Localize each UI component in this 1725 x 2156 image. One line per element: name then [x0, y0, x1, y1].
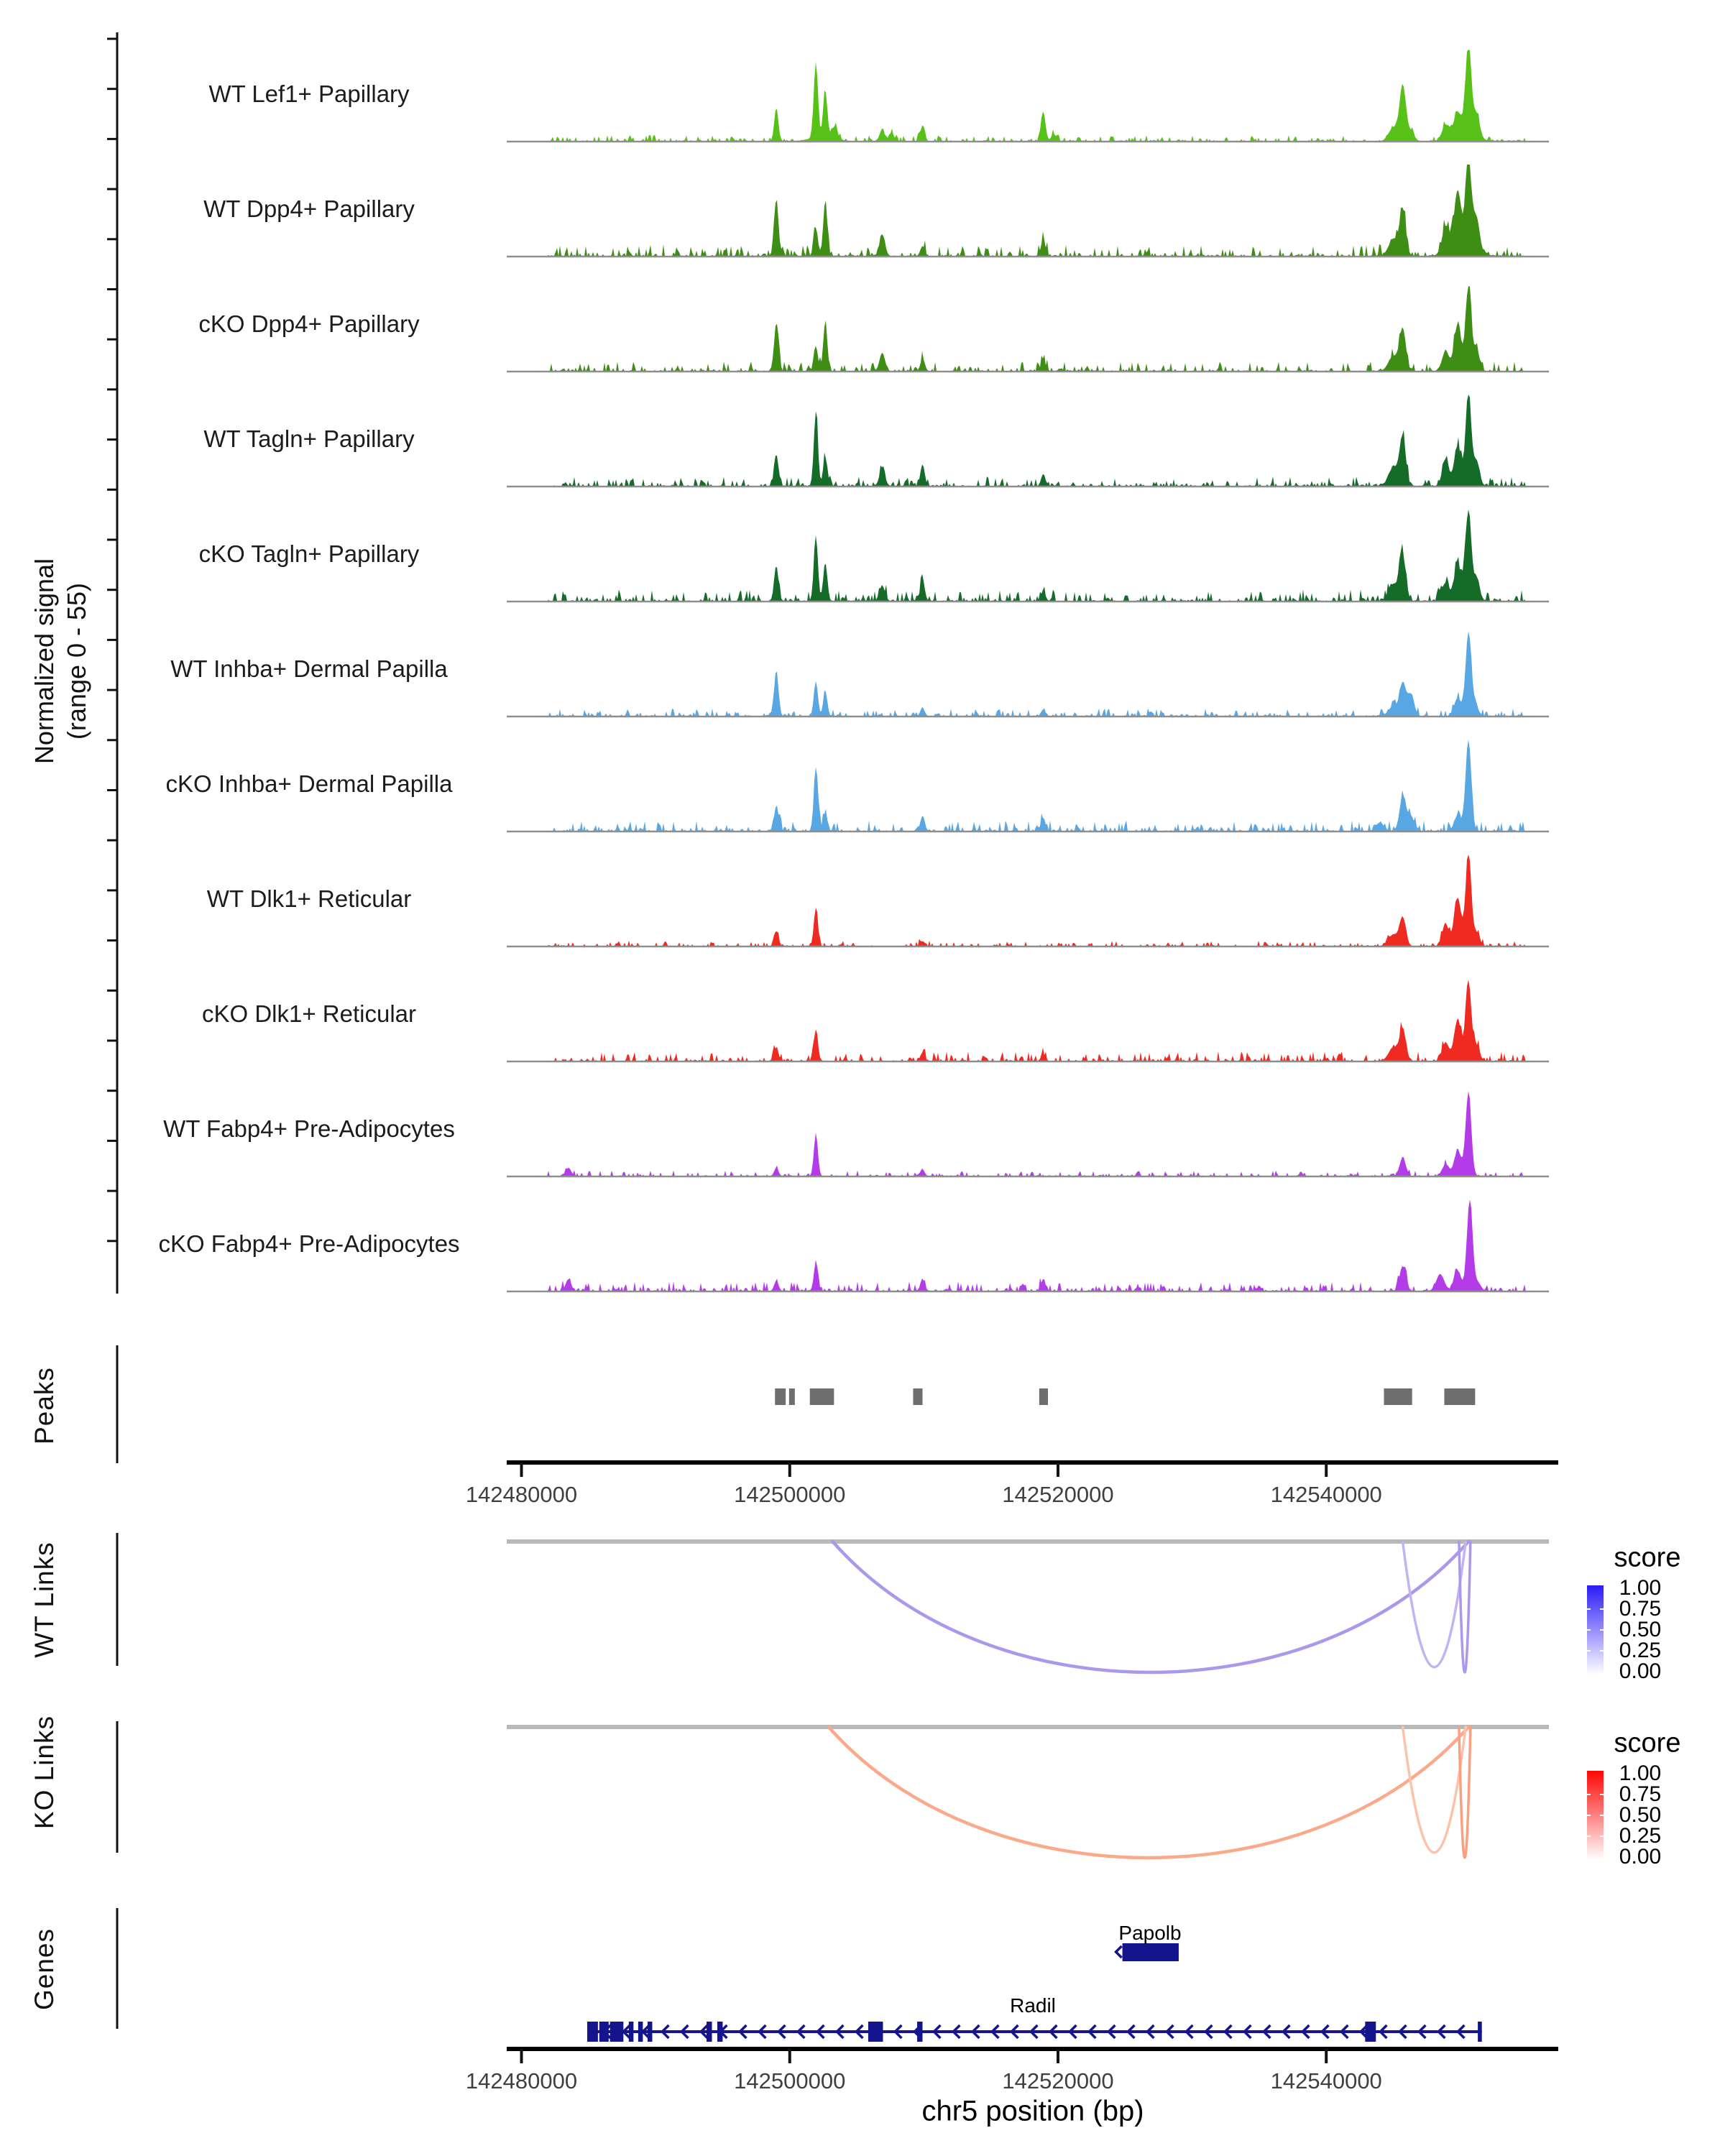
peaks-axis-tick-label-4: 142540000: [1270, 1482, 1382, 1507]
wt-score-tick-0.50: 0.50: [1619, 1618, 1662, 1641]
signal-axis-label-line1: Normalized signal: [29, 558, 59, 765]
track-label-9: cKO Dlk1+ Reticular: [201, 1000, 416, 1027]
wt-score-tick-0.75: 0.75: [1619, 1597, 1662, 1621]
signal-axis-label: [28, 558, 93, 764]
wt-score-tick-1.00: 1.00: [1619, 1576, 1662, 1600]
track-label-8: WT Dlk1+ Reticular: [206, 885, 412, 912]
gene-strand-arrow-papolb: [1116, 1946, 1122, 1958]
ko-score-tick-0.75: 0.75: [1619, 1782, 1662, 1806]
gene-exon-radil-3: [610, 2022, 624, 2042]
wt-link-arc-1: [832, 1542, 1468, 1672]
peak-interval-3: [810, 1388, 834, 1405]
gene-exon-radil-12: [1478, 2022, 1482, 2042]
track-label-2: WT Dpp4+ Papillary: [203, 195, 415, 222]
wt-link-arc-2: [1403, 1542, 1466, 1667]
gene-exon-radil-1: [587, 2022, 598, 2042]
signal-area-track-5: [507, 510, 1549, 602]
gene-exon-radil-10: [917, 2022, 922, 2042]
gene-exon-radil-9: [868, 2022, 883, 2042]
gene-body-papolb: [1123, 1943, 1179, 1961]
ko-score-tick-0.50: 0.50: [1619, 1803, 1662, 1827]
signal-area-track-2: [507, 165, 1549, 257]
gene-exon-radil-7: [707, 2022, 712, 2042]
gene-exon-radil-4: [629, 2022, 634, 2042]
ko-link-arc-1: [829, 1727, 1468, 1858]
signal-area-track-11: [507, 1199, 1549, 1291]
track-label-3: cKO Dpp4+ Papillary: [198, 310, 420, 337]
track-label-1: WT Lef1+ Papillary: [208, 80, 410, 107]
peaks-section-label: Peaks: [29, 1367, 59, 1445]
ko-link-arc-3: [1459, 1727, 1471, 1858]
signal-axis-label-line2: (range 0 - 55): [62, 582, 91, 740]
peaks-axis-tick-label-3: 142520000: [1002, 1482, 1114, 1507]
peak-interval-5: [1039, 1388, 1048, 1405]
signal-area-track-8: [507, 854, 1549, 946]
track-label-6: WT Inhba+ Dermal Papilla: [170, 655, 448, 682]
peak-interval-6: [1384, 1388, 1412, 1405]
bottom-axis-tick-label-1: 142480000: [465, 2068, 578, 2093]
wt-score-legend-title: score: [1614, 1542, 1681, 1573]
gene-exon-radil-5: [638, 2022, 643, 2042]
peak-interval-1: [775, 1388, 786, 1405]
peak-interval-2: [789, 1388, 795, 1405]
signal-area-track-7: [507, 740, 1549, 831]
wt-score-tick-0.25: 0.25: [1619, 1639, 1662, 1662]
ko-score-legend-title: score: [1614, 1728, 1681, 1759]
ko-link-arc-2: [1403, 1727, 1466, 1853]
track-label-10: WT Fabp4+ Pre-Adipocytes: [163, 1115, 455, 1142]
gene-exon-radil-6: [648, 2022, 653, 2042]
bottom-axis-tick-label-2: 142500000: [734, 2068, 846, 2093]
peaks-axis-tick-label-1: 142480000: [465, 1482, 578, 1507]
peak-interval-4: [913, 1388, 922, 1405]
signal-area-track-4: [507, 395, 1549, 487]
track-label-5: cKO Tagln+ Papillary: [198, 540, 420, 567]
track-label-4: WT Tagln+ Papillary: [203, 425, 415, 452]
ko-links-section-label: KO Links: [29, 1715, 59, 1830]
signal-area-track-6: [507, 631, 1549, 717]
genes-section-label: Genes: [29, 1927, 59, 2011]
x-axis-title: chr5 position (bp): [921, 2095, 1144, 2127]
wt-score-tick-0.00: 0.00: [1619, 1659, 1662, 1683]
track-label-7: cKO Inhba+ Dermal Papilla: [165, 770, 453, 797]
peak-interval-7: [1444, 1388, 1475, 1405]
signal-area-track-3: [507, 286, 1549, 372]
signal-area-track-9: [507, 980, 1549, 1061]
bottom-axis-tick-label-3: 142520000: [1002, 2068, 1114, 2093]
gene-label-papolb: Papolb: [1118, 1922, 1182, 1944]
gene-exon-radil-8: [717, 2022, 722, 2042]
signal-area-track-1: [507, 50, 1549, 142]
ko-score-tick-1.00: 1.00: [1619, 1761, 1662, 1785]
peaks-axis-tick-label-2: 142500000: [734, 1482, 846, 1507]
ko-score-tick-0.00: 0.00: [1619, 1845, 1662, 1869]
ko-score-tick-0.25: 0.25: [1619, 1824, 1662, 1848]
wt-link-arc-3: [1459, 1542, 1471, 1672]
bottom-axis-tick-label-4: 142540000: [1270, 2068, 1382, 2093]
track-label-11: cKO Fabp4+ Pre-Adipocytes: [158, 1230, 460, 1257]
gene-exon-radil-2: [599, 2022, 609, 2042]
wt-links-section-label: WT Links: [29, 1542, 59, 1658]
gene-exon-radil-11: [1365, 2022, 1376, 2042]
gene-label-radil: Radil: [1010, 1994, 1056, 2017]
signal-area-track-10: [507, 1091, 1549, 1176]
